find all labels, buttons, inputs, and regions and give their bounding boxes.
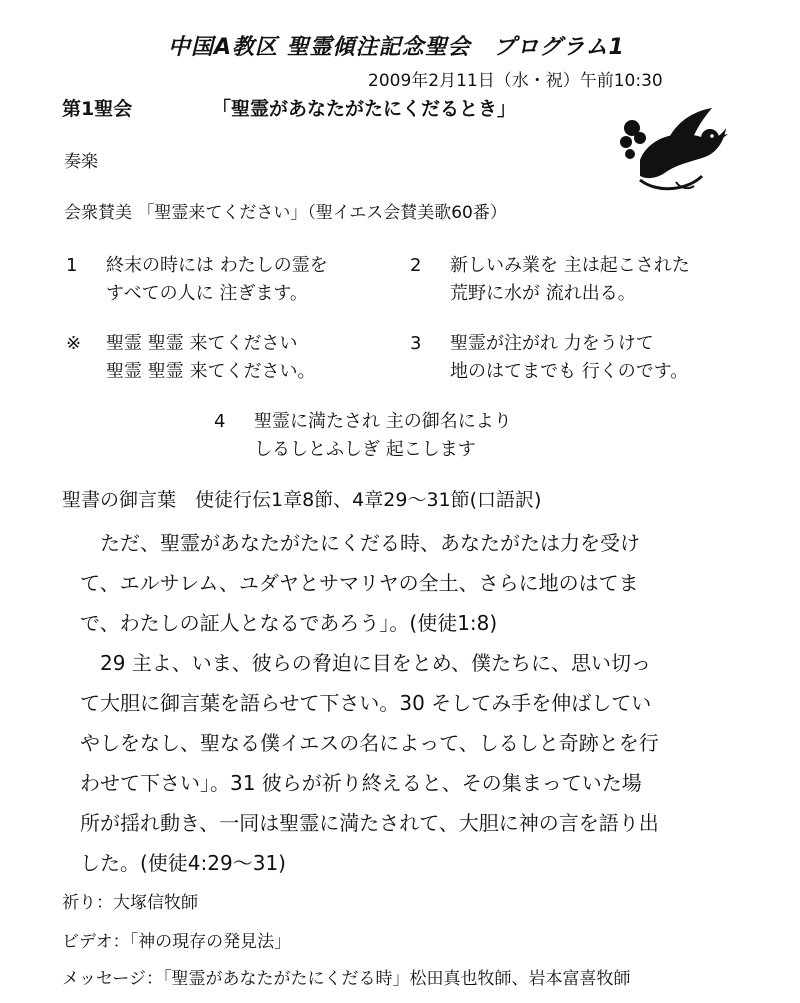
verse-line: 聖霊が注がれ 力をうけて [450, 333, 654, 354]
scripture-line: で、わたしの証人となるであろう」。(使徒1:8) [80, 611, 498, 635]
session-label: 第1聖会 [62, 98, 133, 120]
prayer-line: 祈り：大塚信牧師 [62, 893, 198, 913]
verse-number: 3 [410, 333, 422, 354]
verse-line: 地のはてまでも 行くのです。 [450, 361, 689, 382]
chorus-mark: ※ [66, 333, 82, 354]
scripture-heading: 聖書の御言葉 使徒行伝1章8節、4章29～31節(口語訳) [62, 489, 542, 511]
scripture-line: やしをなし、聖なる僕イエスの名によって、しるしと奇跡とを行 [80, 731, 659, 755]
scripture-line: わせて下さい」。31 彼らが祈り終えると、その集まっていた場 [80, 771, 642, 795]
scripture-line: 29 主よ、いま、彼らの脅迫に目をとめ、僕たちに、思い切っ [100, 651, 652, 675]
hymn-verse [410, 330, 688, 386]
verse-line: しるしとふしぎ 起こします [254, 439, 476, 460]
prelude-label: 奏楽 [64, 152, 98, 172]
session-theme: 「聖霊があなたがたにくだるとき」 [212, 98, 517, 120]
message-line: メッセージ：「聖霊があなたがたにくだる時」松田真也牧師、岩本富喜牧師 [62, 969, 631, 989]
hymn-verse [66, 252, 328, 308]
verse-line: 終末の時には わたしの霊を [106, 255, 328, 276]
scripture-line: ただ、聖霊があなたがたにくだる時、あなたがたは力を受け [100, 531, 640, 555]
event-datetime: 2009年2月11日（水・祝）午前10:30 [368, 71, 663, 91]
verse-number: 1 [66, 255, 78, 276]
scripture-line: 所が揺れ動き、一同は聖霊に満たされて、大胆に神の言を語り出 [80, 811, 659, 835]
scripture-line: て大胆に御言葉を語らせて下さい。30 そしてみ手を伸ばしてい [80, 691, 652, 715]
verse-number: 4 [214, 411, 226, 432]
verse-number: 2 [410, 255, 422, 276]
video-line: ビデオ：「神の現存の発見法」 [62, 932, 292, 952]
verse-line: すべての人に 注ぎます。 [106, 283, 308, 304]
hymn-verse [410, 252, 690, 308]
verse-line: 新しいみ業を 主は起こされた [450, 255, 690, 276]
scripture-line: した。(使徒4:29～31) [80, 851, 286, 875]
verse-line: 聖霊に満たされ 主の御名により [254, 411, 512, 432]
verse-line: 聖霊 聖霊 来てください [106, 333, 298, 354]
hymn-verse [214, 408, 512, 464]
hymn-heading: 会衆賛美 「聖霊来てください」（聖イエス会賛美歌60番） [64, 203, 507, 223]
page-title: 中国A教区 聖霊傾注記念聖会 プログラム1 [168, 35, 625, 60]
verse-line: 荒野に水が 流れ出る。 [450, 283, 636, 304]
scripture-line: て、エルサレム、ユダヤとサマリヤの全土、さらに地のはてま [80, 571, 639, 595]
dove-illustration [618, 98, 730, 194]
verse-line: 聖霊 聖霊 来てください。 [106, 361, 316, 382]
hymn-chorus [66, 330, 315, 386]
